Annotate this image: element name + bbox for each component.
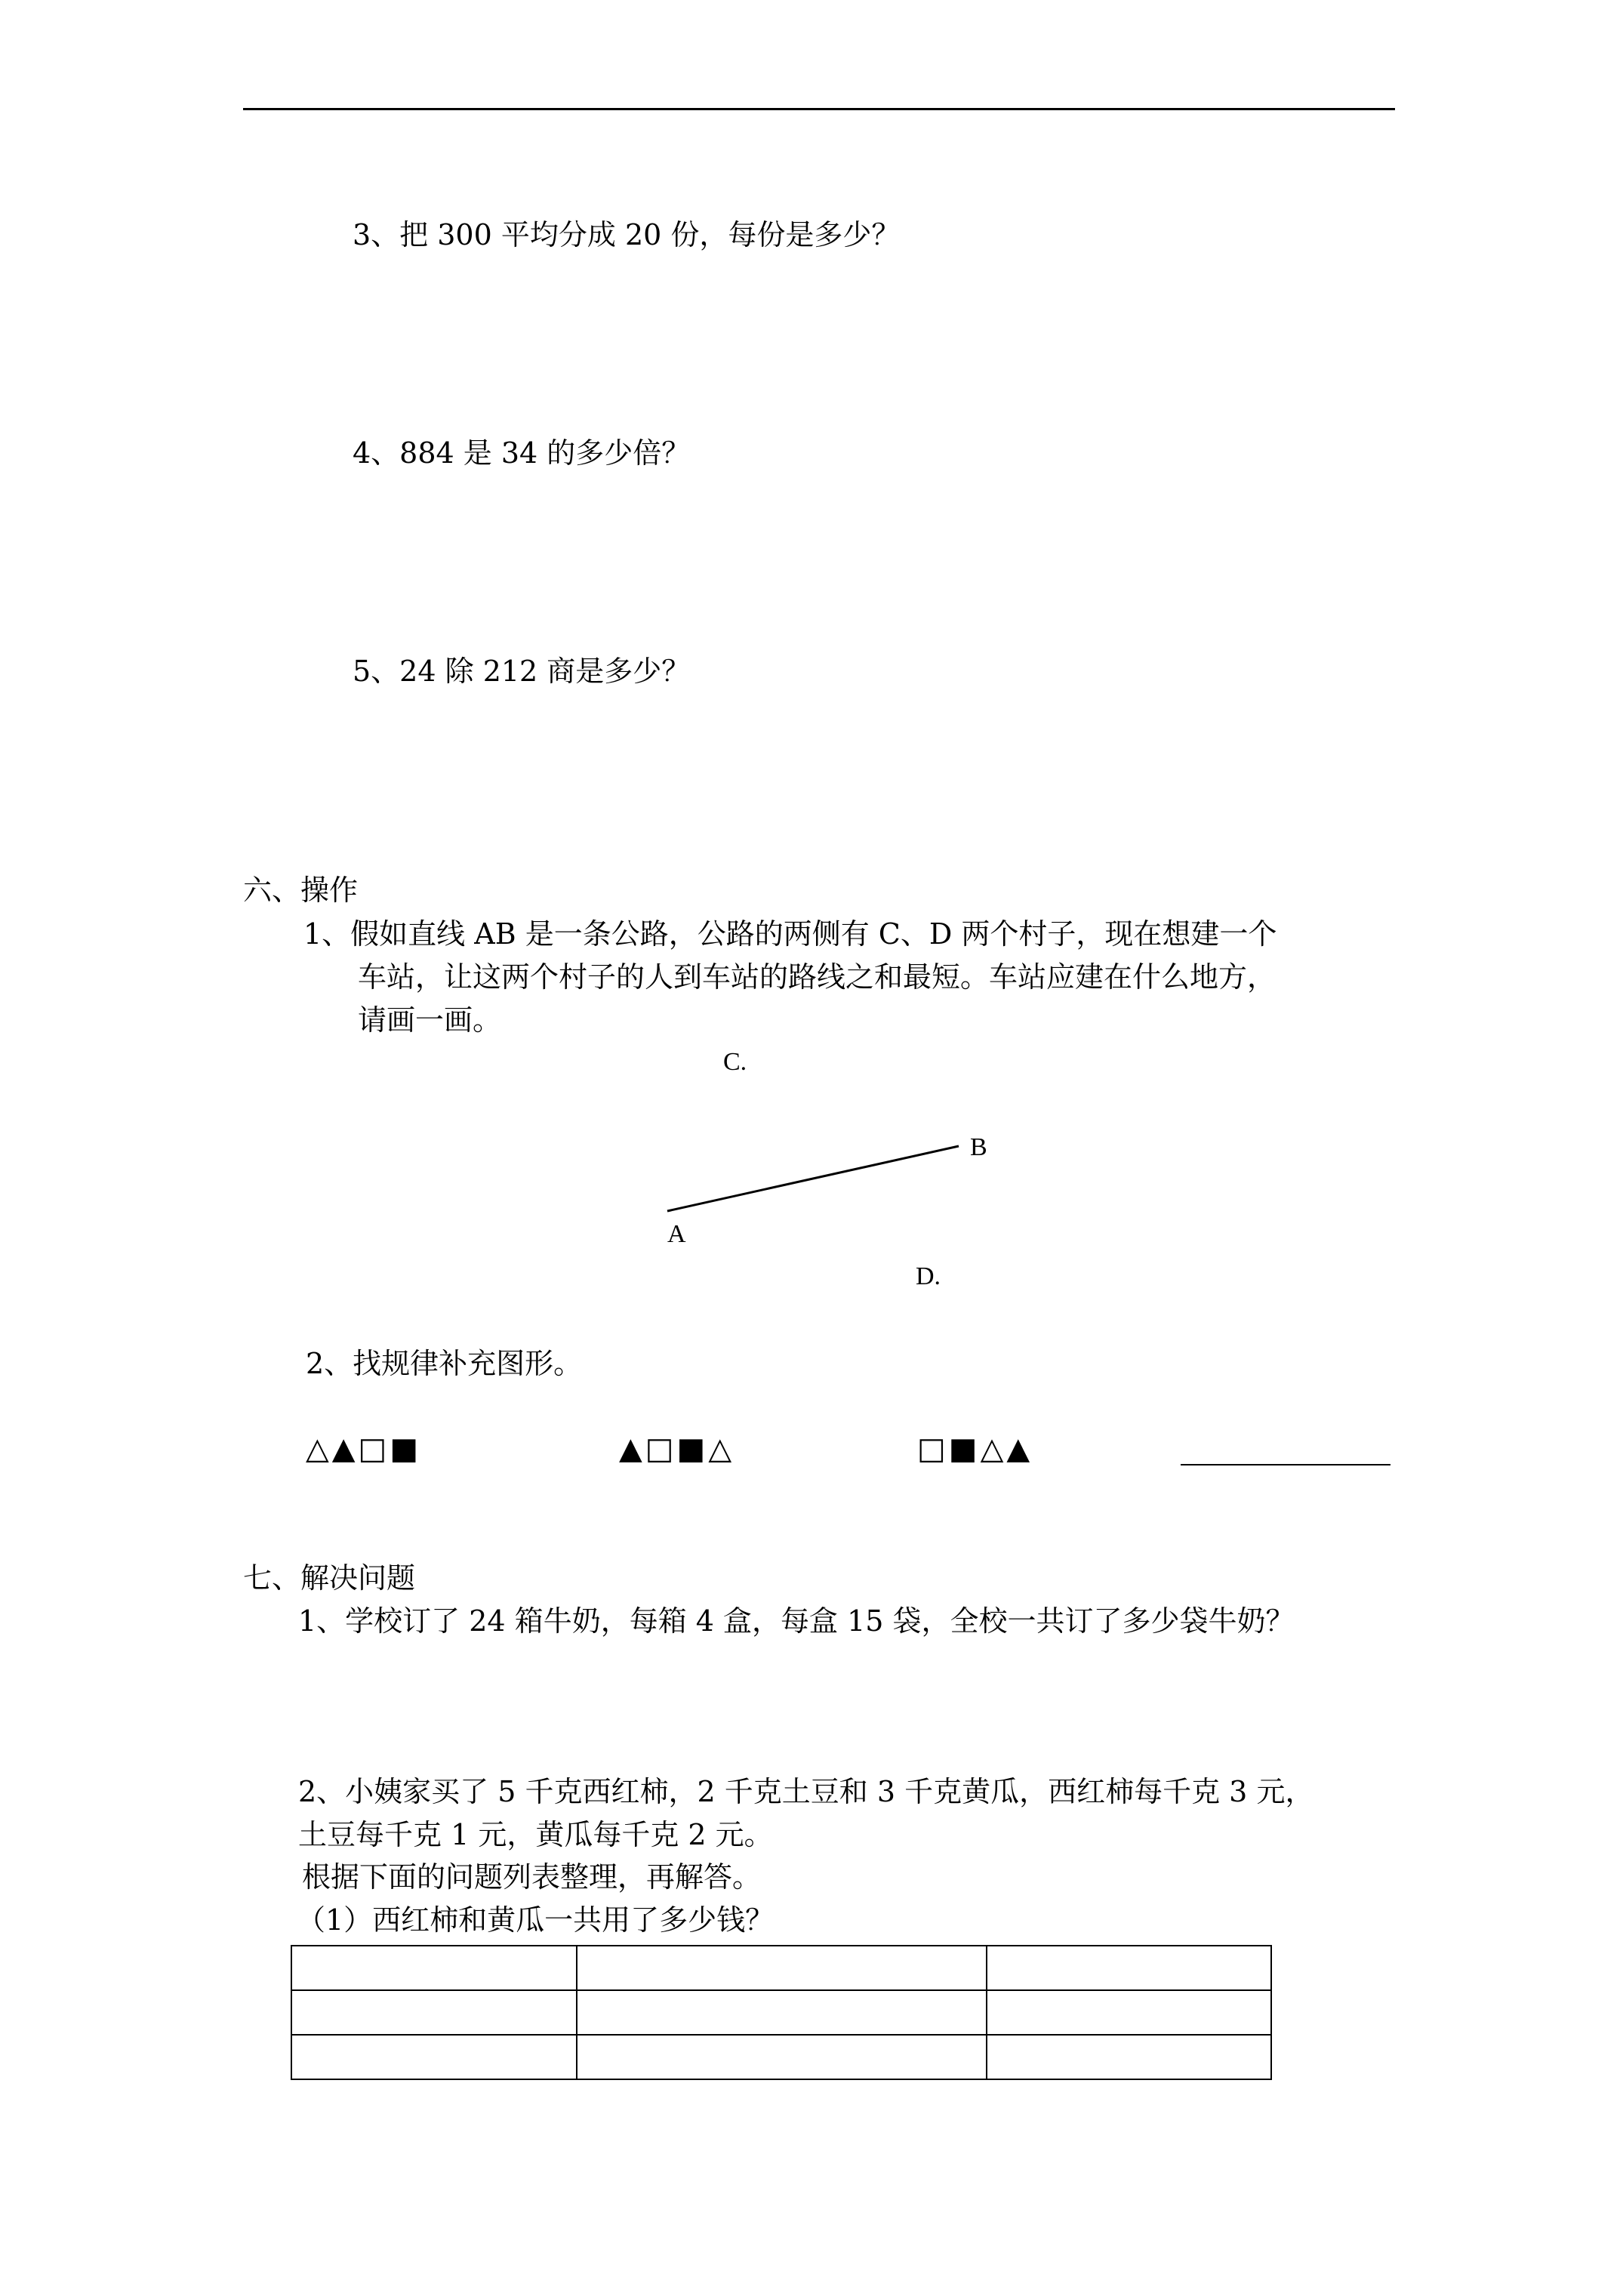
pattern-2: ▲□■△ — [619, 1432, 735, 1466]
op-q1-line3: 请画一画。 — [358, 1003, 502, 1037]
solve-q2-line3: 根据下面的问题列表整理，再解答。 — [302, 1860, 762, 1894]
solve-q2-line1: 2、小姨家买了 5 千克西红柿，2 千克土豆和 3 千克黄瓜，西红柿每千克 3 元， — [298, 1775, 1314, 1808]
table-cell[interactable] — [987, 2035, 1271, 2079]
pattern-1: △▲□■ — [306, 1432, 422, 1466]
pattern-3: □■△▲ — [917, 1432, 1033, 1466]
table-cell[interactable] — [291, 1946, 577, 1990]
table-row — [291, 1990, 1271, 2035]
label-d: D. — [916, 1262, 941, 1290]
table-cell[interactable] — [577, 1990, 987, 2035]
answer-table — [291, 1945, 1272, 2080]
solve-q2-line2: 土豆每千克 1 元，黄瓜每千克 2 元。 — [298, 1818, 773, 1851]
section-7-title: 七、解决问题 — [243, 1561, 416, 1595]
pattern-answer-blank[interactable] — [1181, 1464, 1390, 1465]
question-3: 3、把 300 平均分成 20 份，每份是多少？ — [353, 218, 901, 251]
label-b: B — [970, 1133, 987, 1161]
label-c: C. — [723, 1048, 747, 1076]
question-4: 4、884 是 34 的多少倍？ — [353, 436, 691, 470]
table-cell[interactable] — [987, 1990, 1271, 2035]
table-cell[interactable] — [291, 2035, 577, 2079]
table-cell[interactable] — [577, 2035, 987, 2079]
op-q2: 2、找规律补充图形。 — [306, 1347, 583, 1380]
section-6-title: 六、操作 — [243, 874, 359, 907]
table-cell[interactable] — [577, 1946, 987, 1990]
line-ab — [667, 1146, 959, 1211]
op-q1-line1: 1、假如直线 AB 是一条公路，公路的两侧有 C、D 两个村子，现在想建一个 — [303, 917, 1277, 951]
table-row — [291, 2035, 1271, 2079]
question-5: 5、24 除 212 商是多少？ — [353, 655, 691, 688]
op-q1-line2: 车站，让这两个村子的人到车站的路线之和最短。车站应建在什么地方， — [358, 960, 1277, 994]
solve-q2-sub1: （1）西红柿和黄瓜一共用了多少钱？ — [297, 1903, 775, 1937]
table-cell[interactable] — [291, 1990, 577, 2035]
table-cell[interactable] — [987, 1946, 1271, 1990]
label-a: A — [667, 1220, 686, 1248]
solve-q1: 1、学校订了 24 箱牛奶，每箱 4 盒，每盒 15 袋，全校一共订了多少袋牛奶？ — [298, 1604, 1295, 1638]
table-row — [291, 1946, 1271, 1990]
